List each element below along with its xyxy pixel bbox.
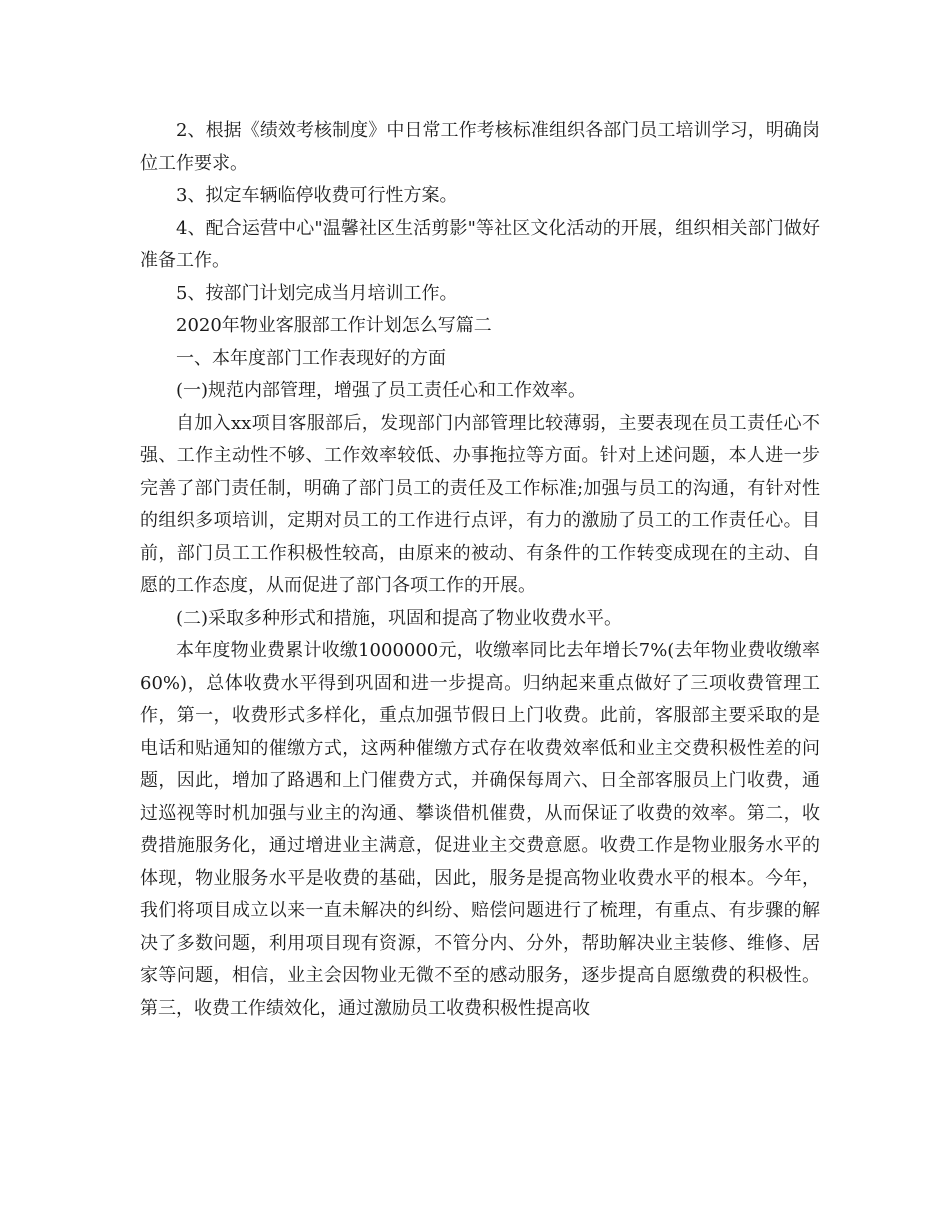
document-body [140,115,820,1025]
paragraph-item-2: 2、根据《绩效考核制度》中日常工作考核标准组织各部门员工培训学习，明确岗位工作要求。 [140,120,820,174]
paragraph-item-3: 3、拟定车辆临停收费可行性方案。 [176,185,458,206]
paragraph-item-4: 4、配合运营中心"温馨社区生活剪影"等社区文化活动的开展，组织相关部门做好准备工作。 [140,217,820,271]
paragraph-item-5: 5、按部门计划完成当月培训工作。 [176,282,458,304]
subheading-1: (一)规范内部管理，增强了员工责任心和工作效率。 [176,380,587,401]
subheading-2: (二)采取多种形式和措施，巩固和提高了物业收费水平。 [176,607,623,629]
section-title: 2020年物业客服部工作计划怎么写篇二 [176,315,492,336]
body-paragraph-1: 自加入xx项目客服部后，发现部门内部管理比较薄弱，主要表现在员工责任心不强、工作主动性不够、工作效率较低、办事拖拉等方面。针对上述问题，本人进一步完善了部门责任制，明确了部门员工的责任及工作标准;加强与员工的沟通，有针对性的组织多项培训，定期对员工的工作进行点评，有力的激励了员工的工作责任心。目前，部门员工工作积极性较高，由原来的被动、有条件的工作转变成现在的主动、自愿的工作态度，从而促进了部门各项工作的开展。 [140,412,820,596]
section-heading-1: 一、本年度部门工作表现好的方面 [176,347,446,369]
body-paragraph-2: 本年度物业费累计收缴1000000元，收缴率同比去年增长7%(去年物业费收缴率60%)，总体收费水平得到巩固和进一步提高。归纳起来重点做好了三项收费管理工作，第一，收费形式多样化，重点加强节假日上门收费。此前，客服部主要采取的是电话和贴通知的催缴方式，这两种催缴方式存在收费效率低和业主交费积极性差的问题，因此，增加了路遇和上门催费方式，并确保每周六、日全部客服员上门收费，通过巡视等时机加强与业主的沟通、攀谈借机催费，从而保证了收费的效率。第二，收费措施服务化，通过增进业主满意，促进业主交费意愿。收费工作是物业服务水平的体现，物业服务水平是收费的基础，因此，服务是提高物业收费水平的根本。今年，我们将项目成立以来一直未解决的纠纷、赔偿问题进行了梳理，有重点、有步骤的解决了多数问题，利用项目现有资源，不管分内、分外，帮助解决业主装修、维修、居家等问题，相信，业主会因物业无微不至的感动服务，逐步提高自愿缴费的积极性。第三，收费工作绩效化，通过激励员工收费积极性提高收 [140,640,820,1019]
